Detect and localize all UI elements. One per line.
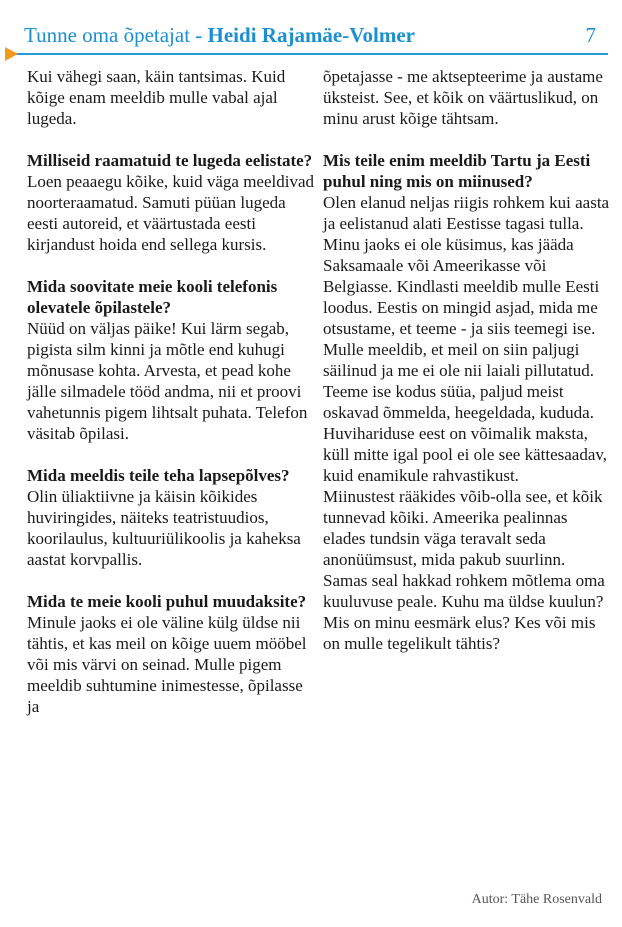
question-books: Milliseid raamatuid te lugeda eelistate? xyxy=(27,151,313,170)
paragraph-gap xyxy=(27,444,317,465)
author-credit: Autor: Tähe Rosenvald xyxy=(471,892,602,907)
answer-phones: Nüüd on väljas päike! Kui lärm segab, pigista silm kinni ja mõtle end kuhugi mõnusase kohta. Arvesta, et pead kohe jälle silmadele tööd andma, nii et proovi vahetunnis pigem lihtsalt puhata. Telefon väsitab õpilasi. xyxy=(27,319,308,443)
page-header xyxy=(0,0,622,56)
question-phones: Mida soovitate meie kooli telefonis olevatele õpilastele? xyxy=(27,277,278,317)
title-prefix: Tunne oma õpetajat - xyxy=(24,23,208,47)
answer-continuation: õpetajasse - me aktsepteerime ja austame üksteist. See, et kõik on väärtuslikud, on minu arust kõige tähtsam. xyxy=(323,67,603,128)
arrow-icon xyxy=(5,47,18,61)
paragraph-gap xyxy=(323,129,613,150)
paragraph-gap xyxy=(27,255,317,276)
question-tartu-estonia: Mis teile enim meeldib Tartu ja Eesti puhul ning mis on miinused? xyxy=(323,151,591,191)
answer-tartu-estonia: Olen elanud neljas riigis rohkem kui aasta ja eelistanud alati Eestisse tagasi tulla. Minu jaoks ei ole küsimus, kas jääda Saksamaale või Ameerikasse või Belgiasse. Kindlasti meeldib mulle Eesti loodus. Eestis on mingid asjad, mida me otsustame, et teeme - ja siis teemegi ise. Mulle meeldib, et meil on siin paljugi säilinud ja me ei ole nii laiali pillutatud. Teeme ise kodus süüa, paljud meist oskavad õmmelda, heegeldada, kududa. Huvihariduse eest on võimalik maksta, küll mitte igal pool ei ole see kättesaadav, kuid enamikule rahvastikust. xyxy=(323,193,610,485)
paragraph-gap xyxy=(27,570,317,591)
question-school-change: Mida te meie kooli puhul muudaksite? xyxy=(27,592,307,611)
answer-childhood: Olin üliaktiivne ja käisin kõikides huviringides, näiteks teatristuudios, koorilaulus, kultuuriülikoolis ja kaheksa aastat korvpallis. xyxy=(27,487,301,569)
right-column xyxy=(323,66,613,654)
left-column xyxy=(27,66,317,717)
teacher-name: Heidi Rajamäe-Volmer xyxy=(207,23,415,47)
page-title xyxy=(24,22,415,48)
intro-paragraph: Kui vähegi saan, käin tantsimas. Kuid kõige enam meeldib mulle vabal ajal lugeda. xyxy=(27,67,286,128)
answer-school-change: Minule jaoks ei ole väline külg üldse nii tähtis, et kas meil on kõige uuem mööbel või mis värvi on seinad. Mulle pigem meeldib suhtumine inimestesse, õpilasse ja xyxy=(27,613,307,716)
question-childhood: Mida meeldis teile teha lapsepõlves? xyxy=(27,466,290,485)
answer-books: Loen peaaegu kõike, kuid väga meeldivad noorteraamatud. Samuti püüan lugeda eesti autoreid, et väärtustada eesti kirjandust hoida end sellega kursis. xyxy=(27,172,314,254)
header-rule xyxy=(16,53,608,55)
answer-minuses: Miinustest rääkides võib-olla see, et kõik tunnevad kõiki. Ameerika pealinnas elades tundsin väga teravalt seda anonüümsust, mida pakub suurlinn. Samas seal hakkad rohkem mõtlema oma kuuluvuse peale. Kuhu ma üldse kuulun? Mis on minu eesmärk elus? Kes või mis on mulle tegelikult tähtis? xyxy=(323,487,605,653)
page-number: 7 xyxy=(585,23,596,47)
paragraph-gap xyxy=(27,129,317,150)
